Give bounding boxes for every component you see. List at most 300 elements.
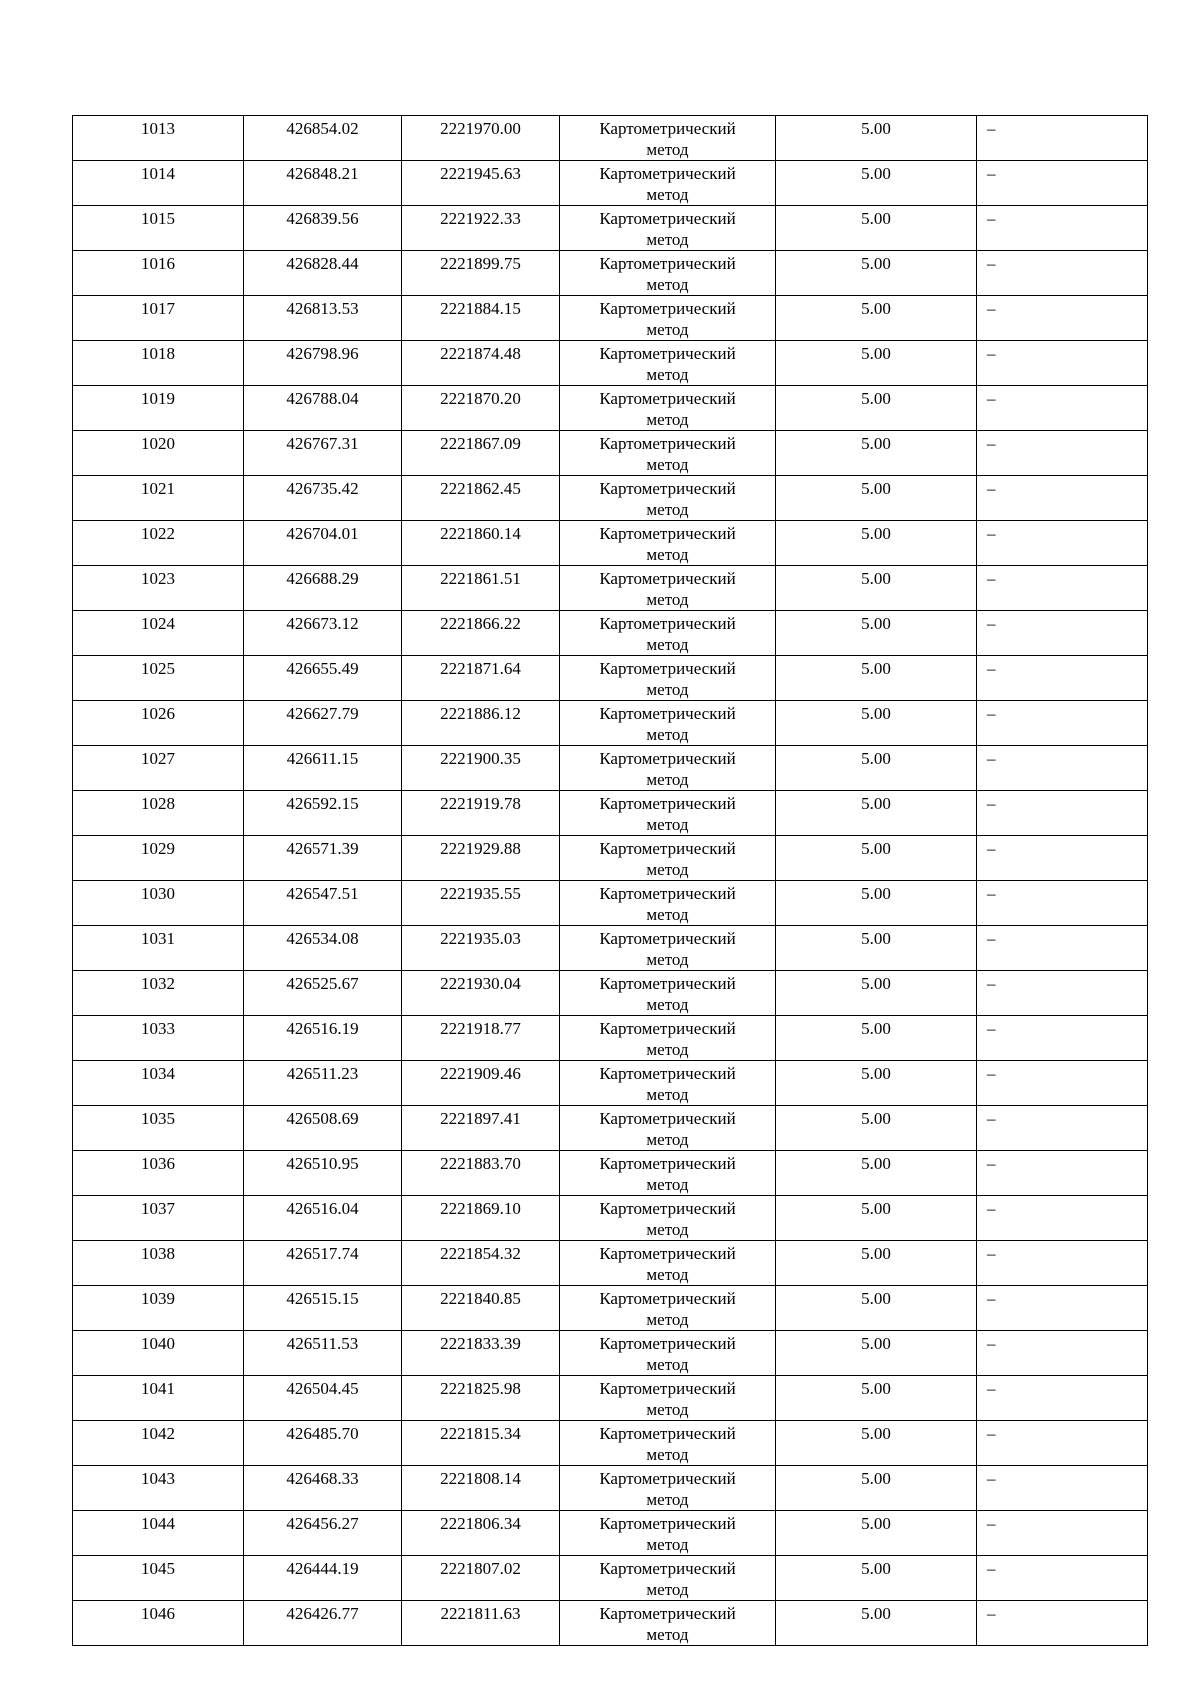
method-cell <box>560 431 776 476</box>
point-number: 1020 <box>141 434 175 453</box>
x-coordinate: 426510.95 <box>286 1154 359 1173</box>
point-number-cell <box>73 386 244 431</box>
note-value: – <box>987 1604 996 1623</box>
y-coordinate: 2221970.00 <box>440 119 521 138</box>
method-line-1: Картометрический <box>599 1424 736 1443</box>
note-value: – <box>987 1064 996 1083</box>
accuracy-cell <box>776 1106 977 1151</box>
x-coordinate-cell <box>244 1286 402 1331</box>
note-value: – <box>987 614 996 633</box>
method-line-2: метод <box>646 590 689 609</box>
accuracy-cell <box>776 881 977 926</box>
x-coordinate: 426813.53 <box>286 299 359 318</box>
method-line-1: Картометрический <box>599 299 736 318</box>
method-cell <box>560 296 776 341</box>
table-row <box>73 1331 1148 1376</box>
point-number: 1013 <box>141 119 175 138</box>
note-cell <box>977 1511 1148 1556</box>
accuracy-value: 5.00 <box>861 1469 891 1488</box>
accuracy-cell <box>776 701 977 746</box>
note-value: – <box>987 1154 996 1173</box>
accuracy-value: 5.00 <box>861 1199 891 1218</box>
note-cell <box>977 431 1148 476</box>
accuracy-value: 5.00 <box>861 299 891 318</box>
table-row <box>73 926 1148 971</box>
point-number-cell <box>73 1511 244 1556</box>
y-coordinate: 2221883.70 <box>440 1154 521 1173</box>
method-line-2: метод <box>646 365 689 384</box>
accuracy-cell <box>776 1466 977 1511</box>
y-coordinate-cell <box>402 1106 560 1151</box>
method-line-2: метод <box>646 1220 689 1239</box>
accuracy-cell <box>776 1556 977 1601</box>
point-number-cell <box>73 1286 244 1331</box>
note-cell <box>977 836 1148 881</box>
accuracy-value: 5.00 <box>861 749 891 768</box>
note-cell <box>977 1196 1148 1241</box>
accuracy-cell <box>776 251 977 296</box>
y-coordinate: 2221922.33 <box>440 209 521 228</box>
point-number: 1026 <box>141 704 175 723</box>
table-row <box>73 521 1148 566</box>
x-coordinate-cell <box>244 1601 402 1646</box>
point-number: 1015 <box>141 209 175 228</box>
note-cell <box>977 386 1148 431</box>
note-value: – <box>987 1244 996 1263</box>
accuracy-value: 5.00 <box>861 344 891 363</box>
point-number: 1039 <box>141 1289 175 1308</box>
method-line-1: Картометрический <box>599 1469 736 1488</box>
y-coordinate-cell <box>402 1196 560 1241</box>
method-line-1: Картометрический <box>599 164 736 183</box>
table-row <box>73 791 1148 836</box>
table-row <box>73 206 1148 251</box>
point-number-cell <box>73 296 244 341</box>
note-cell <box>977 971 1148 1016</box>
method-line-2: метод <box>646 1085 689 1104</box>
x-coordinate-cell <box>244 116 402 161</box>
method-line-1: Картометрический <box>599 479 736 498</box>
method-line-1: Картометрический <box>599 659 736 678</box>
x-coordinate: 426456.27 <box>286 1514 359 1533</box>
accuracy-cell <box>776 1511 977 1556</box>
y-coordinate: 2221900.35 <box>440 749 521 768</box>
accuracy-value: 5.00 <box>861 884 891 903</box>
table-row <box>73 701 1148 746</box>
y-coordinate: 2221935.55 <box>440 884 521 903</box>
method-cell <box>560 476 776 521</box>
point-number-cell <box>73 1376 244 1421</box>
note-cell <box>977 566 1148 611</box>
x-coordinate: 426798.96 <box>286 344 359 363</box>
note-cell <box>977 926 1148 971</box>
x-coordinate-cell <box>244 971 402 1016</box>
accuracy-value: 5.00 <box>861 434 891 453</box>
y-coordinate-cell <box>402 1466 560 1511</box>
accuracy-value: 5.00 <box>861 1154 891 1173</box>
point-number-cell <box>73 1421 244 1466</box>
accuracy-cell <box>776 1016 977 1061</box>
x-coordinate: 426592.15 <box>286 794 359 813</box>
y-coordinate-cell <box>402 431 560 476</box>
y-coordinate-cell <box>402 566 560 611</box>
point-number: 1044 <box>141 1514 175 1533</box>
accuracy-cell <box>776 161 977 206</box>
note-cell <box>977 1241 1148 1286</box>
table-row <box>73 1556 1148 1601</box>
method-line-1: Картометрический <box>599 1559 736 1578</box>
method-line-1: Картометрический <box>599 119 736 138</box>
method-cell <box>560 791 776 836</box>
x-coordinate: 426571.39 <box>286 839 359 858</box>
accuracy-cell <box>776 341 977 386</box>
y-coordinate: 2221897.41 <box>440 1109 521 1128</box>
method-line-1: Картометрический <box>599 884 736 903</box>
note-value: – <box>987 1379 996 1398</box>
y-coordinate: 2221815.34 <box>440 1424 521 1443</box>
accuracy-cell <box>776 1376 977 1421</box>
x-coordinate-cell <box>244 341 402 386</box>
coordinates-table <box>72 115 1148 1646</box>
method-line-2: метод <box>646 320 689 339</box>
method-line-2: метод <box>646 860 689 879</box>
method-line-2: метод <box>646 455 689 474</box>
note-cell <box>977 1106 1148 1151</box>
point-number-cell <box>73 1466 244 1511</box>
y-coordinate: 2221918.77 <box>440 1019 521 1038</box>
method-line-2: метод <box>646 995 689 1014</box>
y-coordinate: 2221806.34 <box>440 1514 521 1533</box>
point-number-cell <box>73 476 244 521</box>
method-cell <box>560 1601 776 1646</box>
point-number-cell <box>73 1241 244 1286</box>
method-cell <box>560 161 776 206</box>
y-coordinate: 2221862.45 <box>440 479 521 498</box>
y-coordinate-cell <box>402 476 560 521</box>
note-cell <box>977 1286 1148 1331</box>
x-coordinate-cell <box>244 476 402 521</box>
method-cell <box>560 386 776 431</box>
method-line-2: метод <box>646 1175 689 1194</box>
note-value: – <box>987 434 996 453</box>
y-coordinate-cell <box>402 836 560 881</box>
x-coordinate-cell <box>244 386 402 431</box>
accuracy-value: 5.00 <box>861 929 891 948</box>
x-coordinate-cell <box>244 1556 402 1601</box>
point-number: 1019 <box>141 389 175 408</box>
x-coordinate: 426627.79 <box>286 704 359 723</box>
table-row <box>73 1151 1148 1196</box>
table-row <box>73 1016 1148 1061</box>
method-line-1: Картометрический <box>599 1244 736 1263</box>
note-cell <box>977 521 1148 566</box>
note-cell <box>977 1376 1148 1421</box>
method-cell <box>560 206 776 251</box>
coordinates-table-body <box>73 116 1148 1646</box>
note-cell <box>977 1061 1148 1106</box>
x-coordinate: 426516.04 <box>286 1199 359 1218</box>
y-coordinate-cell <box>402 1421 560 1466</box>
y-coordinate: 2221909.46 <box>440 1064 521 1083</box>
x-coordinate: 426688.29 <box>286 569 359 588</box>
point-number: 1016 <box>141 254 175 273</box>
table-row <box>73 836 1148 881</box>
x-coordinate: 426704.01 <box>286 524 359 543</box>
table-row <box>73 881 1148 926</box>
method-line-1: Картометрический <box>599 389 736 408</box>
method-line-1: Картометрический <box>599 749 736 768</box>
y-coordinate: 2221811.63 <box>440 1604 521 1623</box>
note-value: – <box>987 254 996 273</box>
method-cell <box>560 1151 776 1196</box>
accuracy-value: 5.00 <box>861 119 891 138</box>
method-cell <box>560 746 776 791</box>
method-cell <box>560 1196 776 1241</box>
note-value: – <box>987 479 996 498</box>
y-coordinate: 2221899.75 <box>440 254 521 273</box>
accuracy-cell <box>776 386 977 431</box>
method-line-1: Картометрический <box>599 1199 736 1218</box>
x-coordinate: 426547.51 <box>286 884 359 903</box>
accuracy-cell <box>776 521 977 566</box>
accuracy-cell <box>776 1241 977 1286</box>
y-coordinate-cell <box>402 611 560 656</box>
method-line-1: Картометрический <box>599 839 736 858</box>
accuracy-cell <box>776 1601 977 1646</box>
y-coordinate-cell <box>402 656 560 701</box>
note-cell <box>977 476 1148 521</box>
x-coordinate: 426655.49 <box>286 659 359 678</box>
accuracy-cell <box>776 1286 977 1331</box>
accuracy-cell <box>776 1196 977 1241</box>
note-value: – <box>987 794 996 813</box>
note-cell <box>977 701 1148 746</box>
accuracy-value: 5.00 <box>861 1379 891 1398</box>
y-coordinate: 2221886.12 <box>440 704 521 723</box>
accuracy-value: 5.00 <box>861 704 891 723</box>
x-coordinate: 426735.42 <box>286 479 359 498</box>
method-cell <box>560 566 776 611</box>
y-coordinate: 2221833.39 <box>440 1334 521 1353</box>
y-coordinate: 2221861.51 <box>440 569 521 588</box>
x-coordinate-cell <box>244 791 402 836</box>
x-coordinate-cell <box>244 1196 402 1241</box>
method-line-2: метод <box>646 140 689 159</box>
note-cell <box>977 296 1148 341</box>
y-coordinate-cell <box>402 206 560 251</box>
x-coordinate: 426839.56 <box>286 209 359 228</box>
accuracy-cell <box>776 566 977 611</box>
method-cell <box>560 1286 776 1331</box>
point-number: 1033 <box>141 1019 175 1038</box>
point-number: 1042 <box>141 1424 175 1443</box>
y-coordinate-cell <box>402 971 560 1016</box>
x-coordinate-cell <box>244 656 402 701</box>
note-cell <box>977 1466 1148 1511</box>
accuracy-cell <box>776 611 977 656</box>
method-cell <box>560 251 776 296</box>
point-number: 1029 <box>141 839 175 858</box>
method-line-1: Картометрический <box>599 1109 736 1128</box>
accuracy-cell <box>776 1061 977 1106</box>
y-coordinate-cell <box>402 1061 560 1106</box>
point-number-cell <box>73 1556 244 1601</box>
method-line-1: Картометрический <box>599 1604 736 1623</box>
method-line-2: метод <box>646 1355 689 1374</box>
point-number: 1036 <box>141 1154 175 1173</box>
point-number: 1028 <box>141 794 175 813</box>
method-line-2: метод <box>646 500 689 519</box>
point-number-cell <box>73 1016 244 1061</box>
x-coordinate: 426511.23 <box>286 1064 359 1083</box>
accuracy-value: 5.00 <box>861 1334 891 1353</box>
point-number-cell <box>73 611 244 656</box>
table-row <box>73 1061 1148 1106</box>
table-row <box>73 746 1148 791</box>
note-cell <box>977 1331 1148 1376</box>
x-coordinate: 426468.33 <box>286 1469 359 1488</box>
x-coordinate: 426517.74 <box>286 1244 359 1263</box>
y-coordinate-cell <box>402 1016 560 1061</box>
y-coordinate: 2221867.09 <box>440 434 521 453</box>
x-coordinate: 426511.53 <box>286 1334 359 1353</box>
note-cell <box>977 161 1148 206</box>
method-cell <box>560 341 776 386</box>
y-coordinate-cell <box>402 1241 560 1286</box>
accuracy-value: 5.00 <box>861 524 891 543</box>
method-line-2: метод <box>646 185 689 204</box>
x-coordinate: 426504.45 <box>286 1379 359 1398</box>
accuracy-value: 5.00 <box>861 479 891 498</box>
point-number: 1024 <box>141 614 175 633</box>
method-cell <box>560 1331 776 1376</box>
x-coordinate: 426788.04 <box>286 389 359 408</box>
method-line-1: Картометрический <box>599 1154 736 1173</box>
accuracy-value: 5.00 <box>861 1604 891 1623</box>
method-line-2: метод <box>646 1400 689 1419</box>
point-number: 1043 <box>141 1469 175 1488</box>
point-number: 1045 <box>141 1559 175 1578</box>
table-row <box>73 251 1148 296</box>
note-value: – <box>987 119 996 138</box>
note-value: – <box>987 929 996 948</box>
accuracy-value: 5.00 <box>861 839 891 858</box>
note-cell <box>977 251 1148 296</box>
note-value: – <box>987 1109 996 1128</box>
note-cell <box>977 1151 1148 1196</box>
accuracy-cell <box>776 206 977 251</box>
note-value: – <box>987 1199 996 1218</box>
y-coordinate: 2221869.10 <box>440 1199 521 1218</box>
point-number-cell <box>73 1151 244 1196</box>
y-coordinate: 2221840.85 <box>440 1289 521 1308</box>
x-coordinate-cell <box>244 1151 402 1196</box>
point-number: 1032 <box>141 974 175 993</box>
x-coordinate-cell <box>244 1331 402 1376</box>
accuracy-cell <box>776 1331 977 1376</box>
y-coordinate-cell <box>402 881 560 926</box>
y-coordinate-cell <box>402 746 560 791</box>
method-line-2: метод <box>646 1265 689 1284</box>
method-line-1: Картометрический <box>599 974 736 993</box>
method-line-1: Картометрический <box>599 254 736 273</box>
x-coordinate: 426515.15 <box>286 1289 359 1308</box>
method-cell <box>560 926 776 971</box>
method-cell <box>560 1466 776 1511</box>
x-coordinate-cell <box>244 206 402 251</box>
y-coordinate-cell <box>402 1331 560 1376</box>
note-value: – <box>987 569 996 588</box>
table-row <box>73 971 1148 1016</box>
accuracy-value: 5.00 <box>861 254 891 273</box>
point-number: 1035 <box>141 1109 175 1128</box>
method-line-1: Картометрический <box>599 1064 736 1083</box>
x-coordinate: 426508.69 <box>286 1109 359 1128</box>
y-coordinate: 2221874.48 <box>440 344 521 363</box>
table-row <box>73 656 1148 701</box>
method-line-2: метод <box>646 545 689 564</box>
x-coordinate-cell <box>244 296 402 341</box>
x-coordinate-cell <box>244 1106 402 1151</box>
point-number-cell <box>73 566 244 611</box>
note-value: – <box>987 299 996 318</box>
method-line-2: метод <box>646 905 689 924</box>
x-coordinate-cell <box>244 1511 402 1556</box>
note-cell <box>977 656 1148 701</box>
method-line-2: метод <box>646 680 689 699</box>
method-line-1: Картометрический <box>599 569 736 588</box>
method-cell <box>560 971 776 1016</box>
method-line-1: Картометрический <box>599 209 736 228</box>
note-cell <box>977 746 1148 791</box>
point-number-cell <box>73 701 244 746</box>
accuracy-value: 5.00 <box>861 389 891 408</box>
method-line-1: Картометрический <box>599 434 736 453</box>
method-line-1: Картометрический <box>599 704 736 723</box>
y-coordinate-cell <box>402 1376 560 1421</box>
method-cell <box>560 656 776 701</box>
x-coordinate: 426426.77 <box>286 1604 359 1623</box>
x-coordinate: 426673.12 <box>286 614 359 633</box>
point-number-cell <box>73 251 244 296</box>
table-row <box>73 161 1148 206</box>
method-cell <box>560 116 776 161</box>
table-row <box>73 1601 1148 1646</box>
method-cell <box>560 611 776 656</box>
note-value: – <box>987 1424 996 1443</box>
method-cell <box>560 1511 776 1556</box>
y-coordinate: 2221884.15 <box>440 299 521 318</box>
accuracy-value: 5.00 <box>861 794 891 813</box>
accuracy-value: 5.00 <box>861 1244 891 1263</box>
point-number-cell <box>73 836 244 881</box>
x-coordinate-cell <box>244 746 402 791</box>
method-line-2: метод <box>646 635 689 654</box>
x-coordinate-cell <box>244 431 402 476</box>
x-coordinate-cell <box>244 1241 402 1286</box>
x-coordinate: 426485.70 <box>286 1424 359 1443</box>
method-line-2: метод <box>646 815 689 834</box>
x-coordinate: 426848.21 <box>286 164 359 183</box>
table-row <box>73 566 1148 611</box>
point-number-cell <box>73 1106 244 1151</box>
x-coordinate-cell <box>244 566 402 611</box>
note-cell <box>977 206 1148 251</box>
note-cell <box>977 881 1148 926</box>
note-cell <box>977 611 1148 656</box>
y-coordinate-cell <box>402 161 560 206</box>
table-row <box>73 476 1148 521</box>
